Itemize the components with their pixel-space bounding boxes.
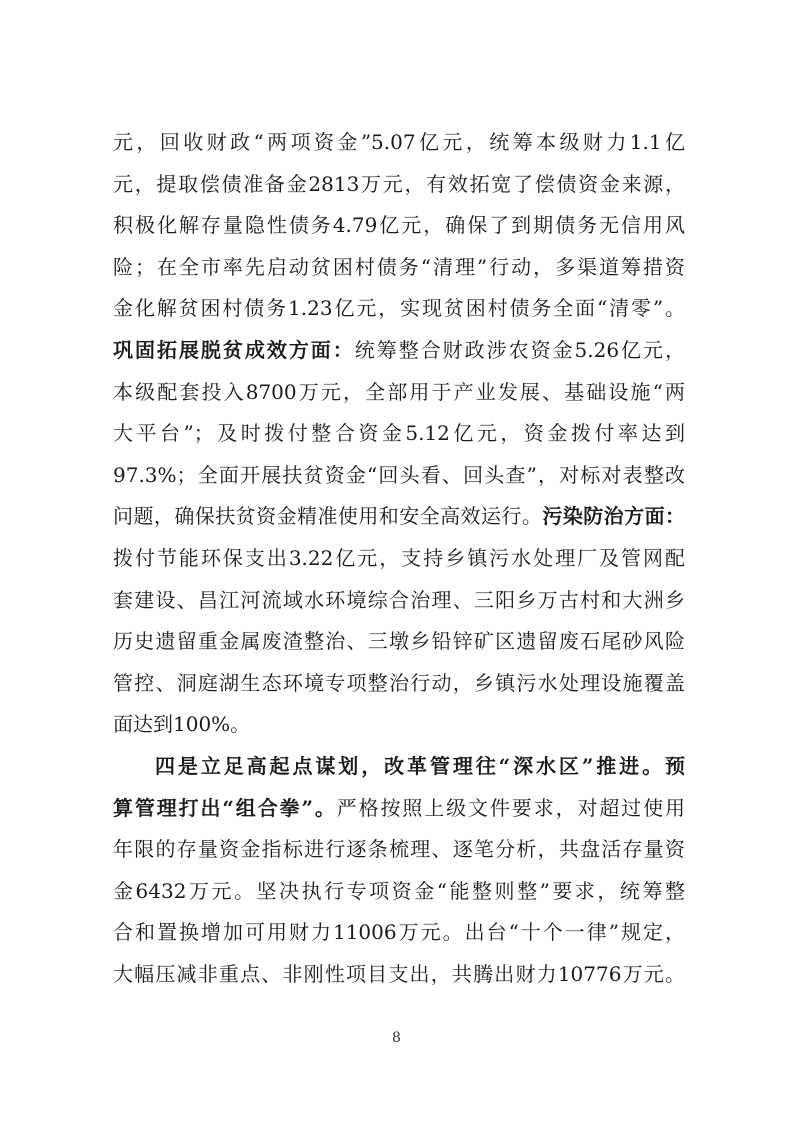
body-text-segment: 问题，确保扶贫资金精准使用和安全高效运行。 (113, 504, 543, 529)
text-line (113, 912, 685, 954)
body-text-segment: 管控、洞庭湖生态环境专项整治行动，乡镇污水处理设施覆盖 (113, 670, 685, 695)
text-line (113, 122, 685, 164)
text-line (113, 621, 685, 663)
body-text-segment: 本级配套投入8700万元，全部用于产业发展、基础设施“两 (113, 379, 685, 404)
body-text-segment: 险；在全市率先启动贫困村债务“清理”行动，多渠道筹措资 (113, 254, 685, 279)
body-text-segment: 年限的存量资金指标进行逐条梳理、逐笔分析，共盘活存量资 (113, 837, 685, 862)
body-text-segment: 金化解贫困村债务1.23亿元，实现贫困村债务全面“清零”。 (113, 296, 685, 321)
bold-heading-text: 四是立足高起点谋划，改革管理往“深水区”推进。预 (155, 753, 685, 778)
body-text-segment: 金6432万元。坚决执行专项资金“能整则整”要求，统筹整 (113, 878, 685, 903)
bold-heading-text: 污染防治方面： (542, 504, 686, 529)
body-text-segment: 统筹整合财政涉农资金5.26亿元， (354, 337, 686, 362)
body-text-segment: 历史遗留重金属废渣整治、三墩乡铅锌矿区遗留废石尾砂风险 (113, 629, 685, 654)
text-line (113, 704, 685, 746)
body-text-segment: 面达到100%。 (113, 712, 251, 737)
text-line (113, 788, 685, 830)
text-line (113, 413, 685, 455)
bold-heading-text: 算管理打出“组合拳”。 (113, 795, 337, 820)
text-line (113, 164, 685, 206)
body-text-segment: 大幅压减非重点、非刚性项目支出，共腾出财力10776万元。 (113, 961, 685, 986)
body-text-segment: 大平台”；及时拨付整合资金5.12亿元，资金拨付率达到 (113, 421, 685, 446)
body-text-segment: 97.3%；全面开展扶贫资金“回头看、回头查”，对标对表整改 (113, 462, 685, 487)
text-line (113, 663, 685, 705)
text-line (113, 455, 685, 497)
text-line (113, 580, 685, 622)
body-text-segment: 元，回收财政“两项资金”5.07亿元，统筹本级财力1.1亿 (113, 130, 685, 154)
text-line (113, 372, 685, 414)
body-text-segment: 元，提取偿债准备金2813万元，有效拓宽了偿债资金来源， (113, 171, 685, 196)
body-text-segment: 合和置换增加可用财力11006万元。出台“十个一律”规定， (113, 920, 685, 945)
text-line (113, 288, 685, 330)
text-line (113, 205, 685, 247)
text-line (113, 247, 685, 289)
body-text (113, 122, 685, 995)
text-line (113, 871, 685, 913)
text-line (113, 496, 685, 538)
body-text-segment: 拨付节能环保支出3.22亿元，支持乡镇污水处理厂及管网配 (113, 545, 685, 570)
page-number: 8 (392, 1030, 401, 1046)
text-line (113, 330, 685, 372)
text-line (113, 954, 685, 996)
body-text-segment: 积极化解存量隐性债务4.79亿元，确保了到期债务无信用风 (113, 213, 685, 238)
text-line (113, 538, 685, 580)
bold-heading-text: 巩固拓展脱贫成效方面： (113, 337, 355, 362)
text-line (113, 746, 685, 788)
text-line (113, 829, 685, 871)
body-text-segment: 严格按照上级文件要求，对超过使用 (336, 795, 685, 820)
body-text-segment: 套建设、昌江河流域水环境综合治理、三阳乡万古村和大洲乡 (113, 587, 685, 612)
